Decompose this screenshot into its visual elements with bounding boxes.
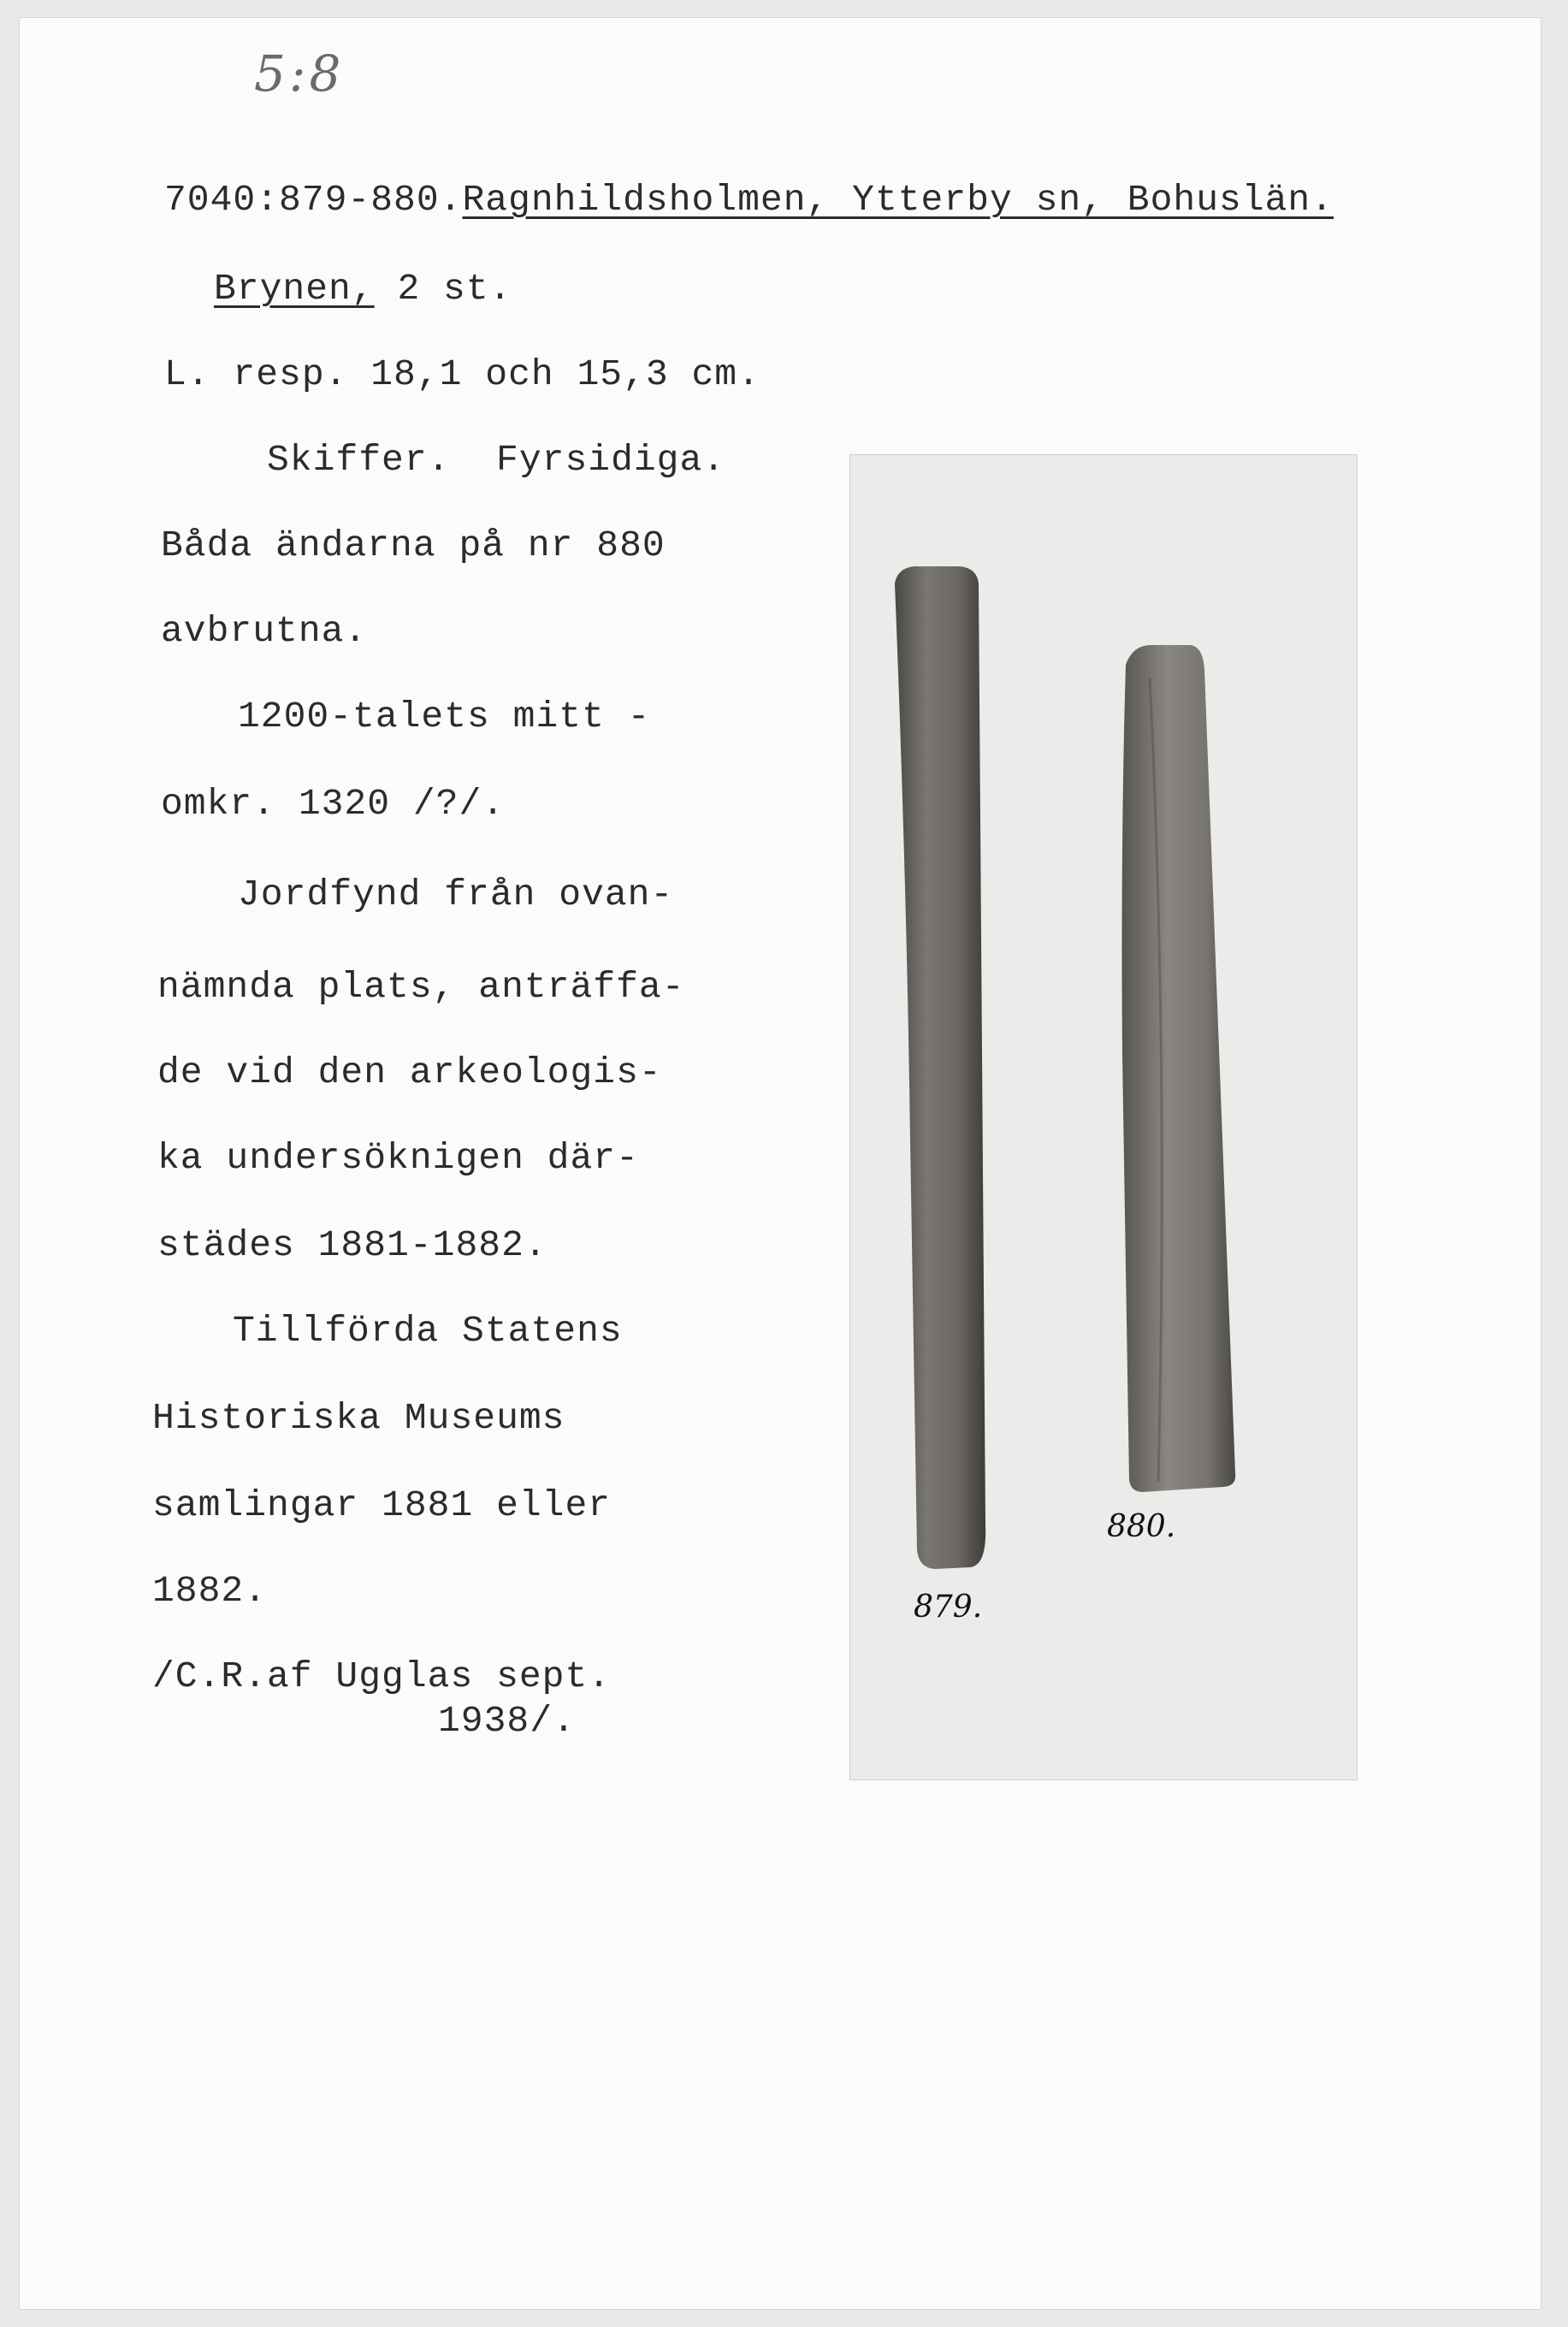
- text-line: 1882.: [152, 1570, 268, 1612]
- object-name: Brynen,: [214, 268, 375, 310]
- catalog-card: [19, 17, 1541, 2310]
- text-line: nämnda plats, anträffa-: [157, 966, 685, 1008]
- find-place: Ragnhildsholmen, Ytterby sn, Bohuslän.: [462, 179, 1334, 221]
- text-line: Båda ändarna på nr 880: [161, 524, 666, 566]
- text-line: omkr. 1320 /?/.: [161, 783, 506, 825]
- text-line: avbrutna.: [161, 610, 368, 652]
- text-line: de vid den arkeologis-: [157, 1051, 662, 1093]
- catalog-heading: [164, 176, 1334, 224]
- whetstones-photo: [850, 455, 1357, 1779]
- object-line: [214, 265, 512, 313]
- text-line: städes 1881-1882.: [157, 1224, 547, 1266]
- text-line: samlingar 1881 eller: [152, 1484, 612, 1526]
- label-880: 880.: [1107, 1509, 1176, 1544]
- catalog-number: 7040:879-880.: [164, 179, 463, 221]
- label-879: 879.: [914, 1590, 983, 1625]
- date-line: 1938/.: [438, 1700, 576, 1742]
- text-line: Skiffer. Fyrsidiga.: [267, 439, 726, 481]
- text-line: 1200-talets mitt -: [238, 696, 651, 737]
- text-line: Jordfynd från ovan-: [238, 873, 674, 915]
- text-line: Tillförda Statens: [233, 1310, 623, 1352]
- whetstone-880: [1122, 645, 1236, 1492]
- signature-line: /C.R.af Ugglas sept.: [152, 1655, 612, 1697]
- object-count: 2 st.: [397, 268, 512, 310]
- handwritten-reference: 5:8: [254, 44, 345, 103]
- whetstone-879: [895, 566, 985, 1569]
- text-line: ka undersöknigen där-: [157, 1137, 639, 1179]
- text-line: L. resp. 18,1 och 15,3 cm.: [164, 353, 760, 395]
- text-line: Historiska Museums: [152, 1397, 565, 1439]
